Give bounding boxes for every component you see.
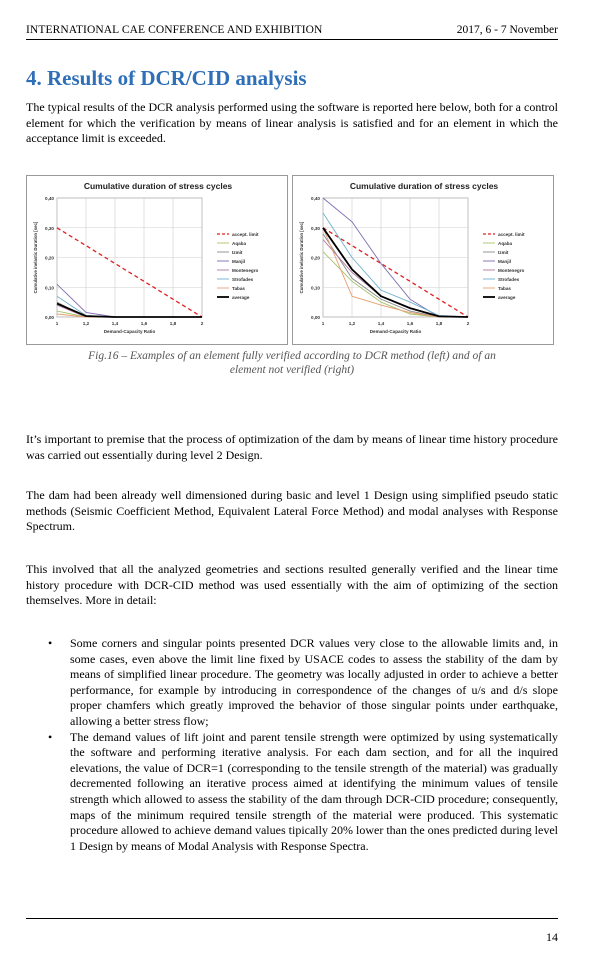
legend-label: Tabas xyxy=(232,285,245,291)
x-tick-label: 2 xyxy=(466,321,470,326)
bullet-text: Some corners and singular points presented DCR values very close to the allowable limits and, in some cases, even above the limit line fixed by USACE codes to assess the stability of the dam by means of simplified linear procedure. The geometry was locally adjusted in order to achieve a better performance, for example by introducing in correspondence of the changes of u/s and d/s slope proper chamfers which greatly improved the behavior of those singular points under earthquake, allowing a better stress flow; xyxy=(70,636,558,728)
bullet-text: The demand values of lift joint and parent tensile strength were optimized by using systematically the software and performing iterative analysis. For each dam section, and for all the inquired elevations, the value of DCR=1 (corresponding to the tensile strength of the material) was gradually decremented following an iterative process aimed at identifying the minimum values of tensile strength which allowed to assess the stability of the dam through DCR-CID procedure; consequently, maps of the minimum required tensile strength of the material were produced. This systematic procedure allowed to achieve demand values tipically 20% lower than the ones predicted during level 1 Design by means of Modal Analysis with Response Spectra. xyxy=(70,729,558,853)
figure-row xyxy=(26,175,559,345)
legend-label: Tabas xyxy=(498,285,511,291)
header-conference-name: INTERNATIONAL CAE CONFERENCE AND EXHIBITION xyxy=(26,24,323,36)
legend-label: Strofades xyxy=(232,276,254,282)
x-axis-label: Demand-Capacity Ratio xyxy=(369,329,422,334)
dimensioned-paragraph: The dam had been already well dimensioned during basic and level 1 Design using simplified pseudo static methods (Seismic Coefficient Method, Equivalent Lateral Force Method) and modal analyses with Response Spectrum. xyxy=(26,488,558,534)
bullet-dot: • xyxy=(48,729,53,744)
legend-label: average xyxy=(232,294,250,300)
legend-label: Manjil xyxy=(498,258,512,264)
section-title: 4. Results of DCR/CID analysis xyxy=(26,66,307,90)
x-tick-label: 1,2 xyxy=(348,321,356,326)
chart-title: Cumulative duration of stress cycles xyxy=(349,181,499,191)
x-axis-label: Demand-Capacity Ratio xyxy=(103,329,156,334)
legend-label: Izmit xyxy=(498,249,509,255)
legend-label: Aqaba xyxy=(232,240,247,246)
page-number: 14 xyxy=(546,930,558,944)
legend-label: Strofades xyxy=(498,276,520,282)
x-tick-label: 1 xyxy=(55,321,59,326)
y-axis-label: Cumulative inelastic Duration [sec] xyxy=(33,221,38,294)
y-tick-label: 0,20 xyxy=(45,255,54,261)
chart-left xyxy=(27,176,289,346)
y-tick-label: 0,40 xyxy=(45,196,54,201)
legend-label: accept. limit xyxy=(232,231,259,237)
x-tick-label: 1,8 xyxy=(169,321,177,326)
x-tick-label: 1,6 xyxy=(406,321,414,326)
x-tick-label: 1,6 xyxy=(140,321,148,326)
x-tick-label: 1,2 xyxy=(82,321,90,326)
x-tick-label: 1,4 xyxy=(377,321,385,326)
y-tick-label: 0,00 xyxy=(311,315,320,320)
chart-left-panel xyxy=(26,175,288,345)
legend-label: Montenegro xyxy=(498,267,525,273)
y-tick-label: 0,30 xyxy=(45,225,54,231)
y-tick-label: 0,00 xyxy=(45,315,54,320)
header-rule xyxy=(26,39,558,40)
figure-caption xyxy=(26,349,558,377)
x-tick-label: 1 xyxy=(321,321,325,326)
legend-label: Aqaba xyxy=(498,240,513,246)
legend-label: Manjil xyxy=(232,258,246,264)
y-tick-label: 0,10 xyxy=(45,285,54,291)
y-tick-label: 0,30 xyxy=(311,225,320,231)
x-tick-label: 2 xyxy=(200,321,204,326)
intro-paragraph: The typical results of the DCR analysis performed using the software is reported here below, both for a control element for which the verification by means of linear analysis is satisfied and for an element in which the acceptance limit is exceeded. xyxy=(26,100,558,146)
header-date: 2017, 6 - 7 November xyxy=(456,24,558,36)
y-tick-label: 0,40 xyxy=(311,196,320,201)
caption-line-2: element not verified (right) xyxy=(229,364,355,376)
bullet-item xyxy=(26,730,558,855)
chart-right xyxy=(293,176,555,346)
footer-rule xyxy=(26,918,558,919)
legend-label: Montenegro xyxy=(232,267,259,273)
x-tick-label: 1,8 xyxy=(435,321,443,326)
involved-paragraph: This involved that all the analyzed geometries and sections resulted generally verified and the linear time history procedure with DCR-CID method was used essentially with the aim of optimizing of the section themselves. More in detail: xyxy=(26,562,558,608)
legend-label: accept. limit xyxy=(498,231,525,237)
chart-right-panel xyxy=(292,175,554,345)
y-tick-label: 0,10 xyxy=(311,285,320,291)
caption-line-1: Fig.16 – Examples of an element fully verified according to DCR method (left) and of an xyxy=(88,350,496,362)
y-axis-label: Cumulative inelastic Duration [sec] xyxy=(299,221,304,294)
chart-title: Cumulative duration of stress cycles xyxy=(83,181,233,191)
bullet-list xyxy=(26,636,558,854)
y-tick-label: 0,20 xyxy=(311,255,320,261)
legend-label: average xyxy=(498,294,516,300)
premise-paragraph: It’s important to premise that the process of optimization of the dam by means of linear time history procedure was carried out essentially during level 2 Design. xyxy=(26,432,558,462)
x-tick-label: 1,4 xyxy=(111,321,119,326)
bullet-item xyxy=(26,636,558,730)
bullet-dot: • xyxy=(48,636,53,650)
legend-label: Izmit xyxy=(232,249,243,255)
